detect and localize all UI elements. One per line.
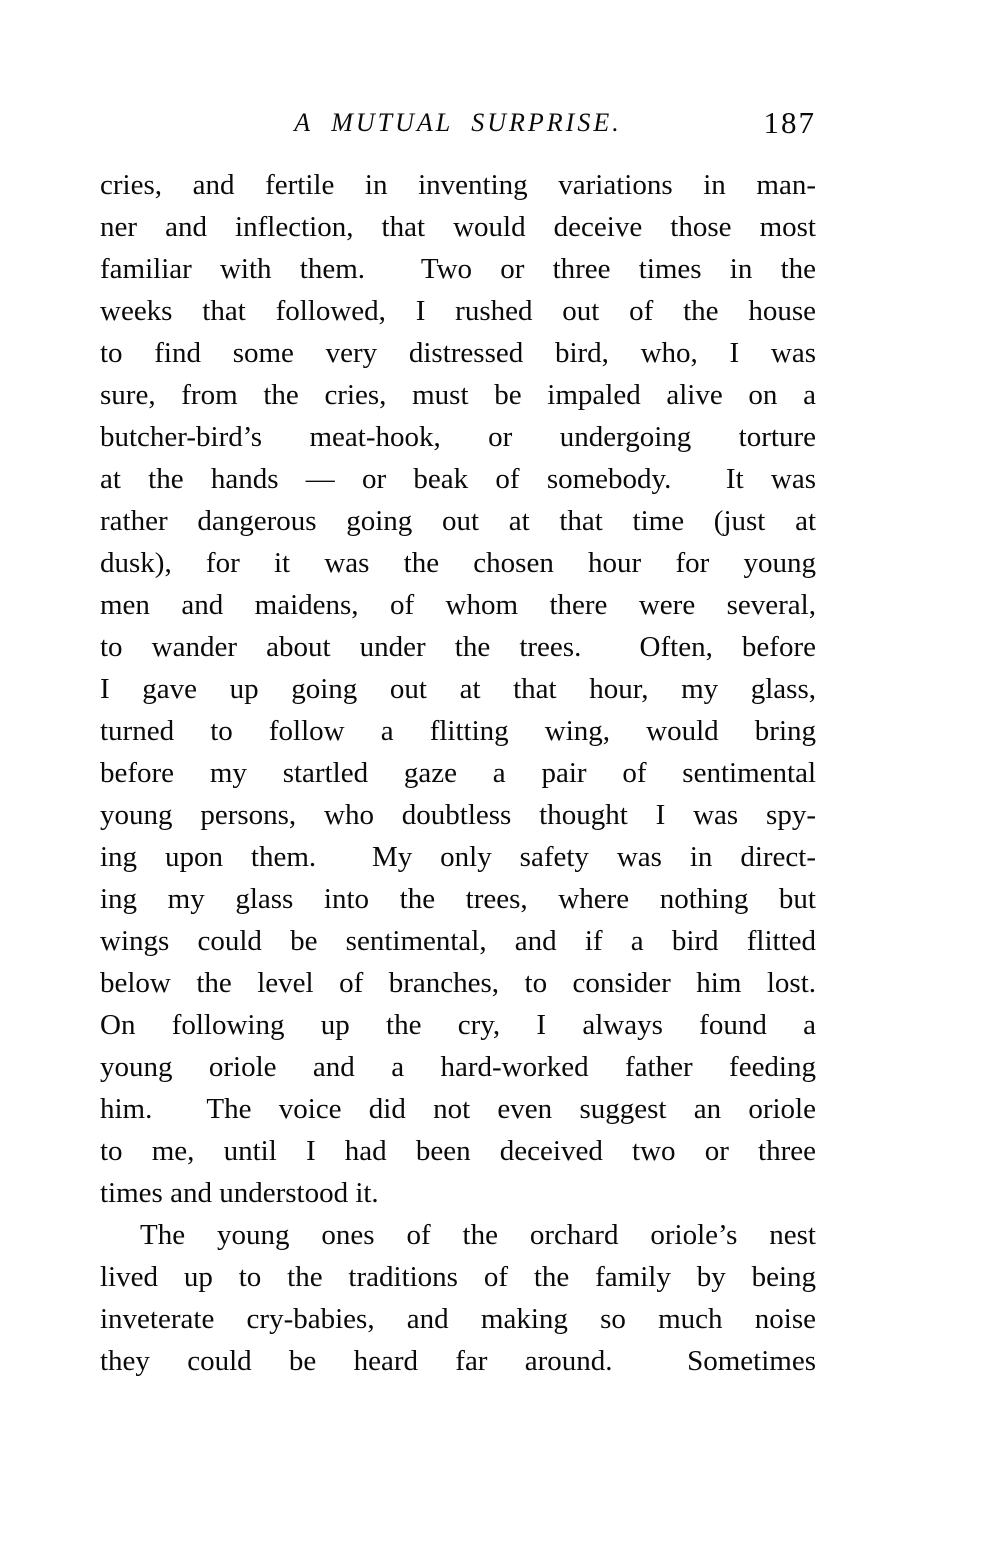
text-line: On following up the cry, I always found a (100, 1009, 816, 1041)
text-line: butcher-bird’s meat-hook, or undergoing torture (100, 421, 816, 453)
text-line: ner and inflection, that would deceive those most (100, 211, 816, 243)
page-number: 187 (763, 105, 816, 140)
text-line: rather dangerous going out at that time (just at (100, 505, 816, 537)
text-line: cries, and fertile in inventing variations in man- (100, 169, 816, 201)
text-line: The young ones of the orchard oriole’s nest (140, 1219, 816, 1251)
text-line: to me, until I had been deceived two or three (100, 1135, 816, 1167)
text-line: to find some very distressed bird, who, I was (100, 337, 816, 369)
text-line: dusk), for it was the chosen hour for young (100, 547, 816, 579)
text-line: I gave up going out at that hour, my glass, (100, 673, 816, 705)
body-text (100, 164, 816, 1382)
running-head (100, 103, 816, 143)
text-line: ing my glass into the trees, where nothing but (100, 883, 816, 915)
text-line: lived up to the traditions of the family by being (100, 1261, 816, 1293)
text-line: inveterate cry-babies, and making so much noise (100, 1303, 816, 1335)
text-line: wings could be sentimental, and if a bird flitted (100, 925, 816, 957)
text-line: to wander about under the trees. Often, before (100, 631, 816, 663)
text-line: below the level of branches, to consider him lost. (100, 967, 816, 999)
text-line: him. The voice did not even suggest an oriole (100, 1093, 816, 1125)
text-line: ing upon them. My only safety was in direct- (100, 841, 816, 873)
running-head-title: A MUTUAL SURPRISE. (294, 108, 622, 137)
text-line: at the hands — or beak of somebody. It was (100, 463, 816, 495)
text-line: weeks that followed, I rushed out of the house (100, 295, 816, 327)
text-line: men and maidens, of whom there were several, (100, 589, 816, 621)
text-line: young oriole and a hard-worked father feeding (100, 1051, 816, 1083)
text-line: they could be heard far around. Sometimes (100, 1345, 816, 1377)
text-line: young persons, who doubtless thought I was spy- (100, 799, 816, 831)
text-line: turned to follow a flitting wing, would bring (100, 715, 816, 747)
text-line: times and understood it. (100, 1177, 379, 1209)
text-line: familiar with them. Two or three times in the (100, 253, 816, 285)
text-line: before my startled gaze a pair of sentimental (100, 757, 816, 789)
text-line: sure, from the cries, must be impaled alive on a (100, 379, 816, 411)
